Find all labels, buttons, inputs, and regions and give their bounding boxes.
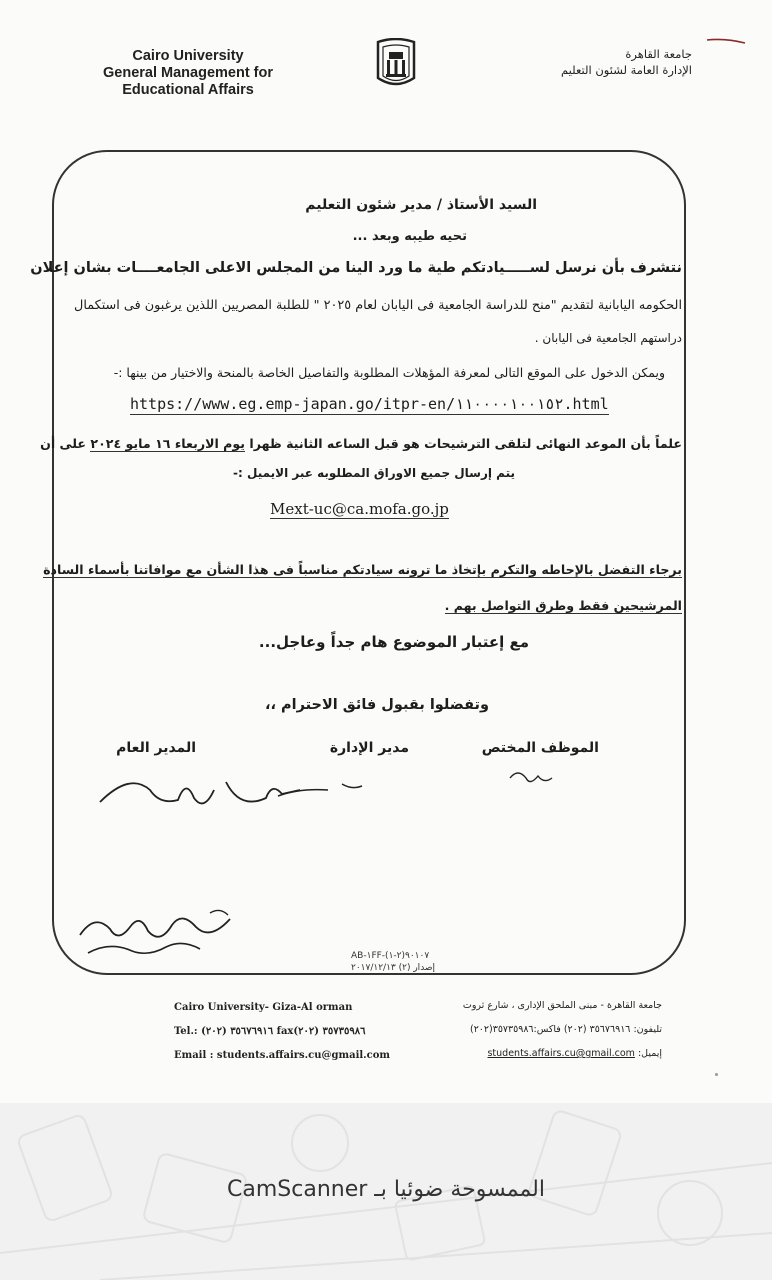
footer-address-en: Cairo University- Giza-Al orman [174,1002,353,1013]
camscanner-label: الممسوحة ضوئيا بـ CamScanner [227,1177,545,1202]
signature-title-general-manager: المدير العام [116,740,196,756]
scan-speck [715,1073,718,1076]
deadline-date: يوم الاربعاء ١٦ مايو ٢٠٢٤ [90,436,246,451]
letter-salutation: السيد الأستاذ / مدير شئون التعليم [305,197,537,213]
signature-title-department-manager: مدير الإدارة [329,740,409,756]
signature-general-manager [100,782,300,803]
letter-email-instruction: يتم إرسال جميع الاوراق المطلوبه عبر الايميل :- [233,466,515,480]
red-pen-mark [705,34,747,48]
deadline-text-after: على أن [40,436,91,451]
footer-arabic [463,994,662,1066]
signature-officer [510,773,552,782]
letter-paragraph-4: ويمكن الدخول على الموقع التالى لمعرفة المؤهلات المطلوبة والتفاصيل الخاصة بالمنحة والاختيار من بينها :- [113,365,665,380]
footer-email-ar-label: إيميل: [637,1048,662,1059]
footer-email-ar: students.affairs.cu@gmail.com [487,1048,635,1059]
footer-address-ar: جامعة القاهرة - مبنى الملحق الإدارى ، شارع ثروت [462,1000,662,1011]
scholarship-url: https://www.eg.emp-japan.go/itpr-en/١١٠٠٠٠١٠٠١٥٢.html [130,395,609,413]
header-ar-university: جامعة القاهرة [625,47,692,61]
footer-email-ar-row [463,1042,662,1066]
form-code [351,950,435,974]
handwritten-annotation [70,905,245,960]
deadline-text-before: علماً بأن الموعد النهائى لتلقى الترشيحات هو قبل الساعه الثانية ظهرا [245,436,682,451]
header-ar-department: الإدارة العامة لشئون التعليم [561,63,692,77]
header-english [103,48,273,99]
header-arabic [561,46,692,78]
form-code-issue: إصدار (٢) ٢٠١٧/١٢/١٣ [351,963,436,973]
footer-english [174,996,390,1068]
letter-deadline [40,436,682,451]
footer-phone-ar: تليفون: ٣٥٦٧٦٩١٦ (٢٠٢) فاكس:٣٥٧٣٥٩٨٦(٢٠٢) [469,1024,662,1035]
letter-request-2: المرشيحين فقط وطرق التواصل بهم . [444,598,682,613]
form-code-number: AB-١FF-٩٠١٠٧(٢-١) [351,951,430,961]
signature-title-officer: الموظف المختص [481,740,599,756]
header-en-affairs: Educational Affairs [122,82,254,98]
letter-closing: وتفضلوا بقبول فائق الاحترام ،، [264,697,489,713]
letter-request-1: برجاء التفضل بالإحاطه والتكرم بإتخاذ ما ترونه سيادتكم مناسباً فى هذا الشأن مع موافاتنا بأسماء السادة [43,562,682,577]
letter-paragraph-2: الحكومه اليابانية لتقديم "منح للدراسة الجامعية فى اليابان لعام ٢٠٢٥ " للطلبة المصريين اللذين يرغبون فى استكمال [74,298,682,313]
footer-phone-en: Tel.: (٢٠٢) ٣٥٦٧٦٩١٦ fax(٢٠٢) ٣٥٧٣٥٩٨٦ [174,1026,366,1037]
cairo-university-logo [372,38,420,90]
header-en-university: Cairo University [132,48,244,64]
letter-paragraph-3: دراستهم الجامعية فى اليابان . [534,331,682,345]
letter-paragraph-1: نتشرف بأن نرسل لســـــيادتكم طية ما ورد الينا من المجلس الاعلى الجامعــــات بشان إعلان [30,260,682,276]
submission-email: Mext-uc@ca.mofa.go.jp [270,500,449,518]
handwritten-signatures [90,760,610,820]
footer-email-en: Email : students.affairs.cu@gmail.com [174,1050,390,1061]
letter-greeting: تحيه طيبه وبعد ... [352,229,467,244]
signature-department-manager [278,784,362,796]
header-en-department: General Management for [103,65,274,81]
letter-urgent-note: مع إعتبار الموضوع هام جداً وعاجل... [258,633,529,651]
